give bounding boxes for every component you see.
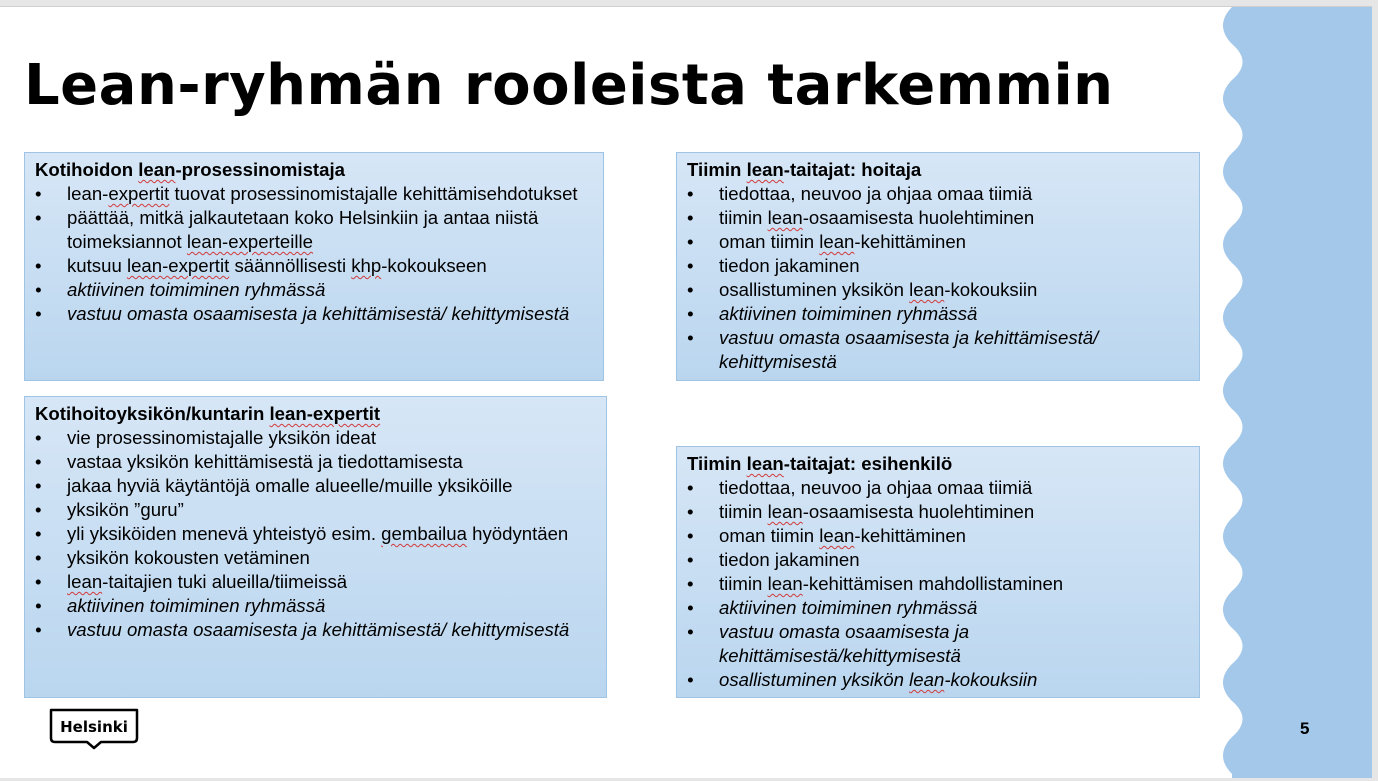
list-item: • kutsuu lean-expertit säännöllisesti khp-kokoukseen (35, 254, 593, 278)
list-item: • tiedon jakaminen (687, 548, 1189, 572)
list-item: • aktiivinen toimiminen ryhmässä (35, 278, 593, 302)
list-item: • oman tiimin lean-kehittäminen (687, 230, 1189, 254)
list-item: • tiimin lean-kehittämisen mahdollistaminen (687, 572, 1189, 596)
list-item: • päättää, mitkä jalkautetaan koko Helsinkiin ja antaa niistä toimeksiannot lean-experteille (35, 206, 593, 254)
wave-decoration (1218, 7, 1372, 778)
list-item: • oman tiimin lean-kehittäminen (687, 524, 1189, 548)
list-item: • vastuu omasta osaamisesta ja kehittämisestä/ kehittymisestä (35, 302, 593, 326)
list-item: • vastuu omasta osaamisesta ja kehittämisestä/ kehittymisestä (35, 618, 596, 642)
list-item: • tiedottaa, neuvoo ja ohjaa omaa tiimiä (687, 182, 1189, 206)
list-item: • tiedottaa, neuvoo ja ohjaa omaa tiimiä (687, 476, 1189, 500)
box-process-owner (24, 152, 604, 381)
bullet-list (687, 182, 1189, 374)
bullet-list (35, 426, 596, 642)
list-item: • jakaa hyviä käytäntöjä omalle alueelle/muille yksiköille (35, 474, 596, 498)
list-item: • lean-taitajien tuki alueilla/tiimeissä (35, 570, 596, 594)
list-item: • aktiivinen toimiminen ryhmässä (687, 596, 1189, 620)
list-item: • vastuu omasta osaamisesta ja kehittämisestä/kehittymisestä (687, 620, 1189, 668)
box-team-supervisor (676, 446, 1200, 698)
list-item: • yksikön ”guru” (35, 498, 596, 522)
box-title: Tiimin lean-taitajat: esihenkilö (687, 453, 953, 474)
list-item: • vastaa yksikön kehittämisestä ja tiedottamisesta (35, 450, 596, 474)
list-item: • yksikön kokousten vetäminen (35, 546, 596, 570)
box-title: Tiimin lean-taitajat: hoitaja (687, 159, 922, 180)
list-item: • vie prosessinomistajalle yksikön ideat (35, 426, 596, 450)
box-title: Kotihoidon lean-prosessinomistaja (35, 159, 345, 180)
bullet-list (35, 182, 593, 326)
list-item: • osallistuminen yksikön lean-kokouksiin (687, 668, 1189, 692)
list-item: • aktiivinen toimiminen ryhmässä (35, 594, 596, 618)
logo-text: Helsinki (60, 718, 128, 736)
list-item: • tiimin lean-osaamisesta huolehtiminen (687, 206, 1189, 230)
list-item: • aktiivinen toimiminen ryhmässä (687, 302, 1189, 326)
list-item: • tiimin lean-osaamisesta huolehtiminen (687, 500, 1189, 524)
box-unit-experts (24, 396, 607, 698)
list-item: • vastuu omasta osaamisesta ja kehittämisestä/ kehittymisestä (687, 326, 1189, 374)
list-item: • lean-expertit tuovat prosessinomistajalle kehittämisehdotukset (35, 182, 593, 206)
slide-title: Lean-ryhmän rooleista tarkemmin (24, 53, 1114, 118)
box-title: Kotihoitoyksikön/kuntarin lean-expertit (35, 403, 381, 424)
box-team-nurse (676, 152, 1200, 381)
list-item: • tiedon jakaminen (687, 254, 1189, 278)
page-number: 5 (1300, 719, 1310, 738)
list-item: • osallistuminen yksikön lean-kokouksiin (687, 278, 1189, 302)
wave-shape (1223, 7, 1372, 778)
bullet-list (687, 476, 1189, 692)
slide (0, 6, 1372, 778)
list-item: • yli yksiköiden menevä yhteistyö esim. gembailua hyödyntäen (35, 522, 596, 546)
